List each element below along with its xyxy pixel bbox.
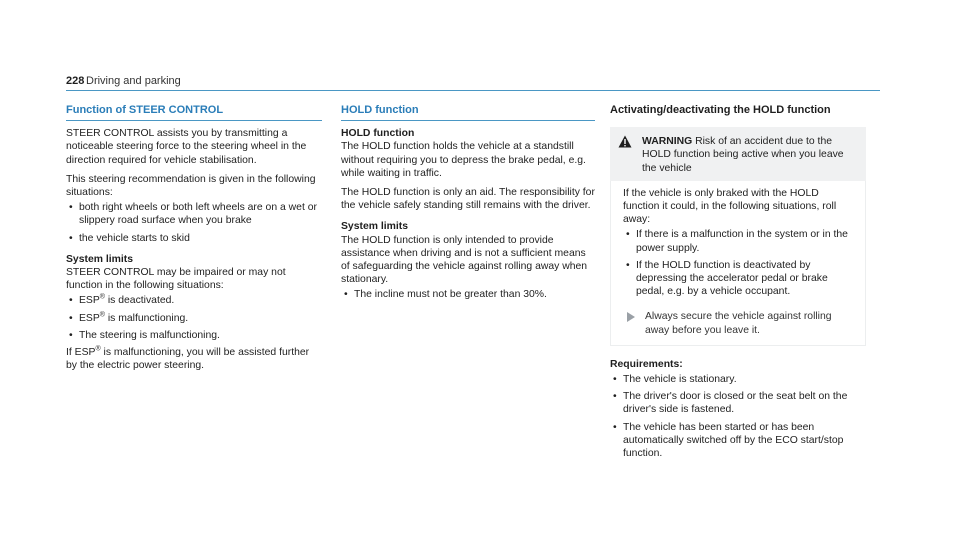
column-activating-hold <box>610 104 868 464</box>
list-item: • The steering is malfunctioning. <box>69 329 220 341</box>
list-item: • both right wheels or both left wheels are on a wet or slippery road surface when you brake <box>69 202 317 227</box>
steer-control-heading: Function of STEER CONTROL <box>66 104 224 116</box>
system-limits-heading: System limits <box>66 253 133 265</box>
hold-function-heading: HOLD function <box>341 104 419 116</box>
list-item: • ESP® is deactivated. <box>69 293 175 307</box>
system-limits-list <box>66 294 322 342</box>
list-item: • The driver's door is closed or the seat belt on the driver's side is fastened. <box>613 391 848 416</box>
list-item: • The vehicle has been started or has been automatically switched off by the ECO start/stop function. <box>613 421 844 460</box>
hold-limits-text: The HOLD function is only intended to provide assistance when driving and is not a sufficient means of safeguarding the vehicle against rolling away when stationary. <box>341 234 588 286</box>
list-item: • ESP® is malfunctioning. <box>69 311 189 324</box>
hold-limits-heading: System limits <box>341 221 408 233</box>
play-arrow-icon <box>627 312 635 322</box>
list-item: • The incline must not be greater than 30%. <box>344 289 547 301</box>
header-divider <box>66 90 880 91</box>
page-number: 228 <box>66 75 85 87</box>
column-steer-control <box>66 104 322 378</box>
list-item: • If there is a malfunction in the system or in the power supply. <box>626 229 848 254</box>
hold-limits-list <box>341 288 595 301</box>
heading-rule <box>66 120 322 121</box>
hold-sub-heading: HOLD function <box>341 128 415 140</box>
warning-paragraph: If the vehicle is only braked with the HOLD function it could, in the following situations, roll away: <box>623 187 837 226</box>
esp-malfunction-note: If ESP® is malfunctioning, you will be assisted further by the electric power steering. <box>66 345 310 372</box>
section-title: Driving and parking <box>86 75 181 87</box>
list-item: • The vehicle is stationary. <box>613 374 737 386</box>
list-item: • If the HOLD function is deactivated by depressing the accelerator pedal or brake pedal, e.g. by a vehicle occupant. <box>626 259 828 298</box>
warning-body <box>610 181 866 346</box>
steer-control-list <box>66 201 322 245</box>
column-hold-function <box>341 104 595 306</box>
requirements-heading: Requirements: <box>610 358 683 370</box>
warning-icon <box>618 135 632 148</box>
list-item: • the vehicle starts to skid <box>69 232 190 244</box>
steer-control-intro: STEER CONTROL assists you by transmitting a noticeable steering force to the steering wheel in the direction required for vehicle stabilisation. <box>66 128 307 166</box>
hold-p2: The HOLD function is only an aid. The responsibility for the vehicle safely standing still remains with the driver. <box>341 187 595 212</box>
requirements-list <box>610 373 868 460</box>
warning-header <box>610 127 866 181</box>
hold-p1: The HOLD function holds the vehicle at a standstill without requiring you to depress the brake pedal, e.g. while waiting in traffic. <box>341 141 586 179</box>
warning-box <box>610 127 866 346</box>
tip-note: Always secure the vehicle against rolling away before you leave it. <box>623 310 857 336</box>
heading-rule <box>341 120 595 121</box>
system-limits-intro: STEER CONTROL may be impaired or may not function in the following situations: <box>66 267 286 292</box>
steer-control-rec: This steering recommendation is given in the following situations: <box>66 173 316 199</box>
activating-hold-heading: Activating/deactivating the HOLD function <box>610 104 831 116</box>
warning-list <box>623 228 857 298</box>
warning-text: WARNING Risk of an accident due to the HOLD function being active when you leave the vehicle <box>642 136 844 174</box>
